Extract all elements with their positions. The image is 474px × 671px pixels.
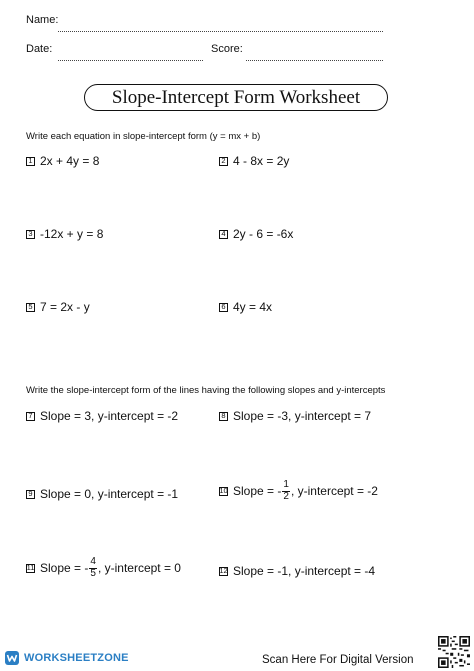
section2-instruction: Write the slope-intercept form of the lines having the following slopes and y-intercepts [26,385,386,396]
problem-text-post: , y-intercept = 0 [97,561,181,575]
problem-text: Slope = 0, y-intercept = -1 [40,487,179,501]
problem-number: 8 [219,412,228,421]
page-title: Slope-Intercept Form Worksheet [111,86,361,108]
problem-number: 10 [219,486,228,496]
brand-logo[interactable] [4,650,129,666]
problem-text: -12x + y = 8 [40,227,104,241]
problem-text: 7 = 2x - y [40,300,90,314]
score-field-line[interactable] [246,60,383,61]
problem-number: 3 [26,230,35,239]
slope-fraction [89,557,97,579]
brand-name: WORKSHEETZONE [24,652,129,664]
name-field-line[interactable] [58,31,383,32]
problem-12 [219,564,375,578]
problem-text: 2y - 6 = -6x [233,227,294,241]
problem-text: Slope = -1, y-intercept = -4 [233,564,376,578]
scan-text: Scan Here For Digital Version [262,654,414,666]
qr-code-icon[interactable] [438,636,470,668]
problem-4 [219,227,293,241]
date-field-line[interactable] [58,60,203,61]
fraction-numerator: 1 [283,479,289,490]
problem-2 [219,154,289,168]
problem-6 [219,300,272,314]
section1-instruction: Write each equation in slope-intercept form (y = mx + b) [26,131,261,142]
problem-text: Slope = 3, y-intercept = -2 [40,409,179,423]
problem-number: 5 [26,303,35,312]
problem-3 [26,227,103,241]
problem-number: 2 [219,157,228,166]
problem-5 [26,300,90,314]
name-label: Name: [26,14,59,26]
fraction-numerator: 4 [90,556,96,567]
problem-text: Slope = -3, y-intercept = 7 [233,409,372,423]
problem-7 [26,409,178,423]
slope-fraction [282,480,290,502]
problem-number: 6 [219,303,228,312]
problem-text-post: , y-intercept = -2 [290,484,378,498]
date-label: Date: [26,43,53,55]
problem-text: 4y = 4x [233,300,273,314]
problem-number: 12 [219,566,228,576]
problem-1 [26,154,99,168]
problem-number: 4 [219,230,228,239]
problem-text-pre: Slope = - [40,561,89,575]
problem-9 [26,487,178,501]
worksheetzone-logo-icon [4,650,20,666]
fraction-denominator: 2 [283,490,289,502]
title-box [84,84,388,111]
problem-11 [26,557,181,579]
problem-text-pre: Slope = - [233,484,282,498]
problem-number: 7 [26,412,35,421]
problem-number: 11 [26,563,35,573]
fraction-denominator: 5 [90,567,96,579]
problem-number: 1 [26,157,35,166]
problem-number: 9 [26,490,35,499]
problem-text: 2x + 4y = 8 [40,154,100,168]
problem-10 [219,480,378,502]
problem-text: 4 - 8x = 2y [233,154,290,168]
problem-8 [219,409,371,423]
score-label: Score: [211,43,243,55]
